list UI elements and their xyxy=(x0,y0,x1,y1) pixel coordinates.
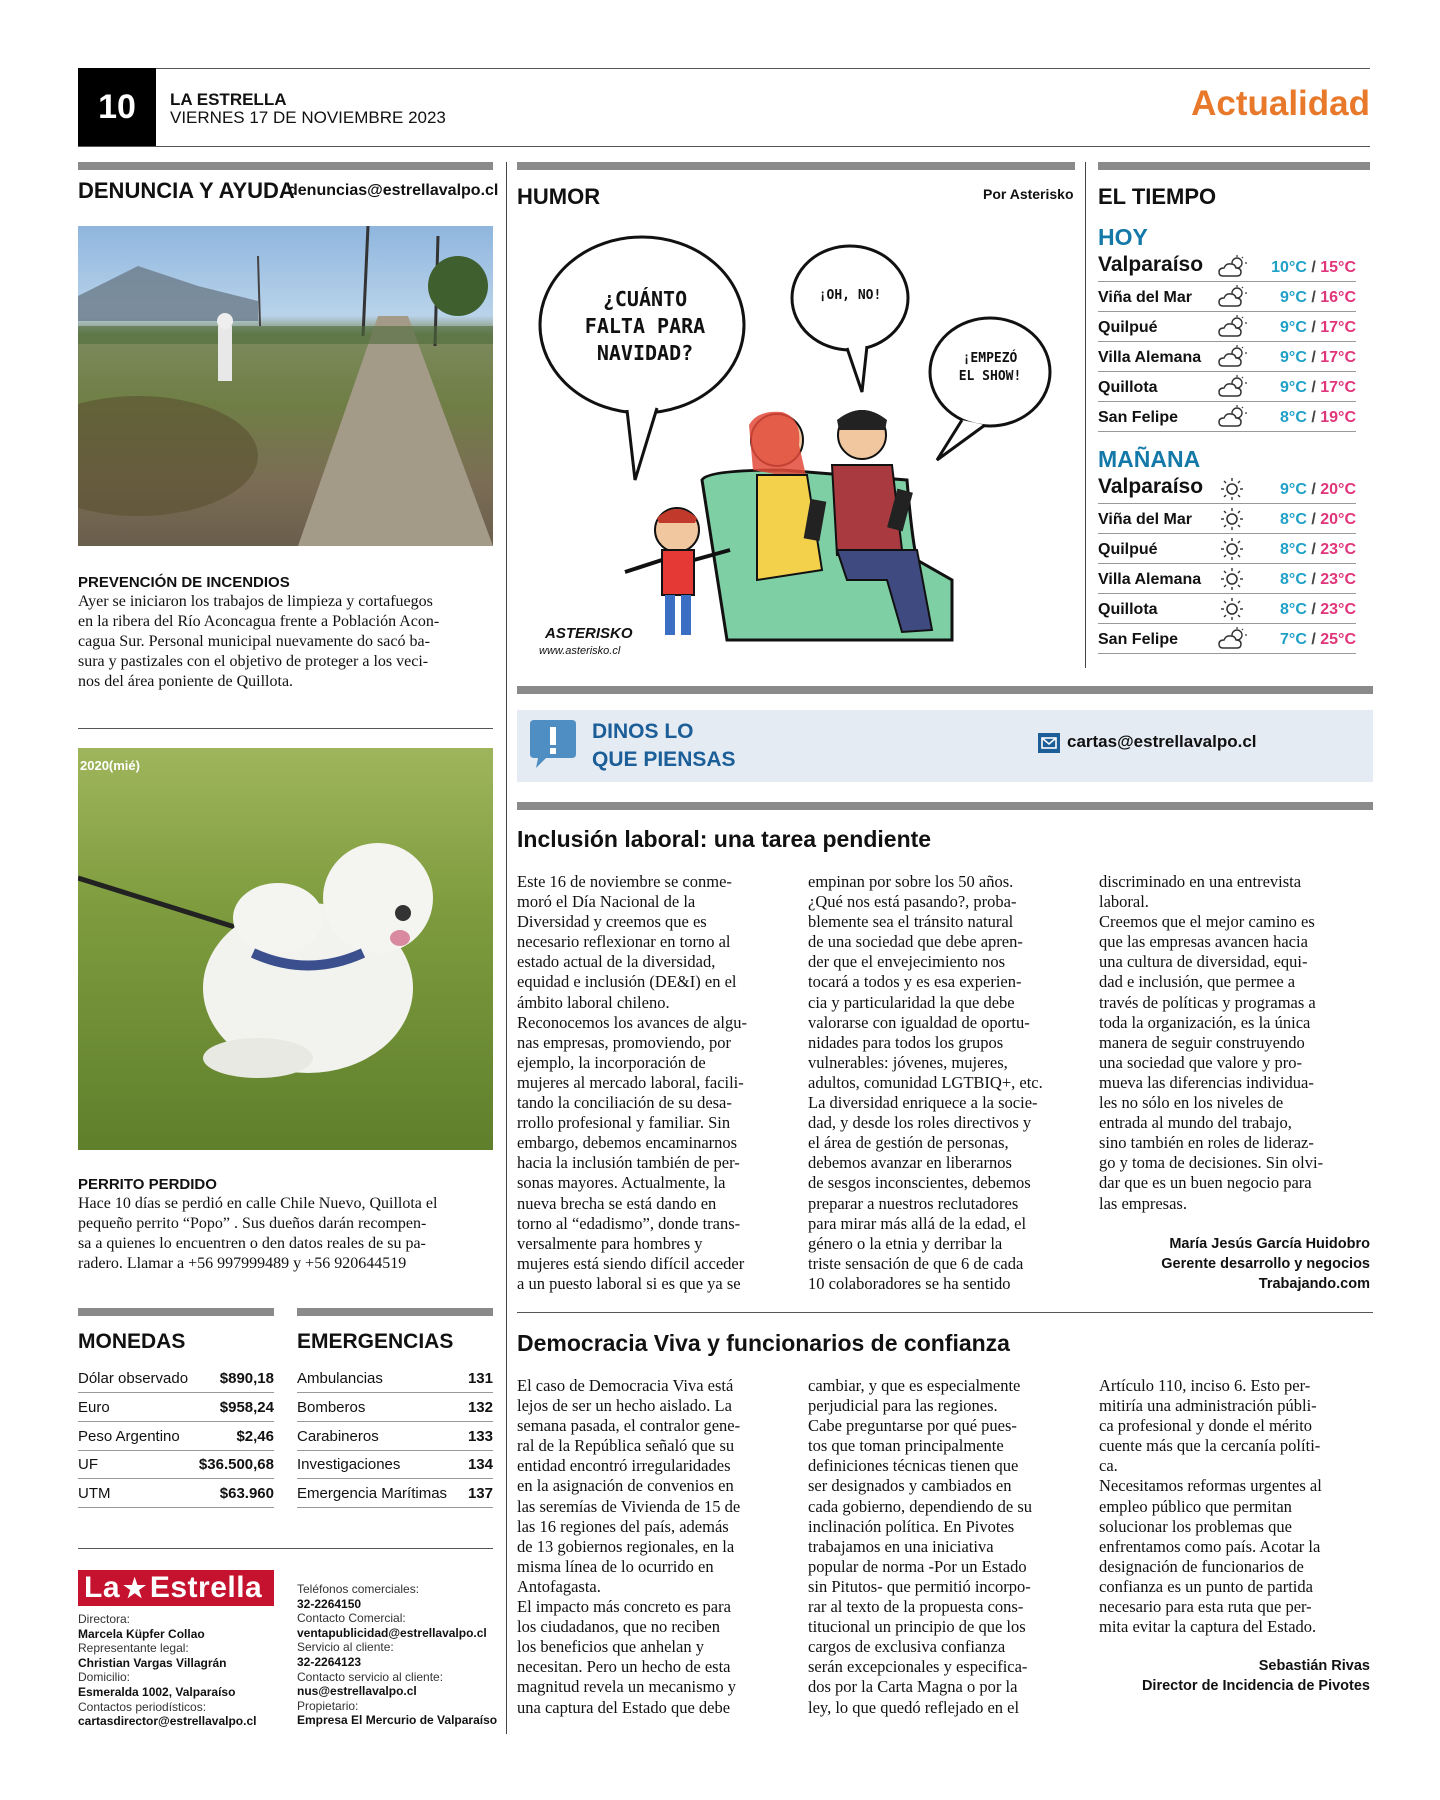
partly-cloudy-icon xyxy=(1218,405,1248,429)
weather-row xyxy=(1098,468,1356,504)
issue-date: VIERNES 17 DE NOVIEMBRE 2023 xyxy=(170,108,446,127)
weather-city: Quilpué xyxy=(1098,319,1158,336)
bubble-text-3: ¡EMPEZÓ EL SHOW! xyxy=(958,351,1022,384)
caption-title-fire: PREVENCIÓN DE INCENDIOS xyxy=(78,574,290,591)
humor-author: Por Asterisko xyxy=(983,186,1074,202)
paper-name: LA ESTRELLA xyxy=(170,90,287,109)
bubble-text-2: ¡OH, NO! xyxy=(818,288,882,303)
section-bar xyxy=(78,162,493,170)
currency-row: Peso Argentino $2,46 xyxy=(78,1422,274,1451)
article-column: Artículo 110, inciso 6. Esto per- mitiría una administración públi- ca profesional y donde el mérito cuente más que la cercanía políti- ca. Necesitamos reformas urgentes al empleo público que permitan solucionar los problemas que enfrentamos como país. Acotar la designación de funcionarios de confianza es un punto de partida necesario para esta ruta que per- mita evitar la captura del Estado. xyxy=(1099,1376,1322,1637)
weather-row xyxy=(1098,564,1356,594)
weather-row xyxy=(1098,594,1356,624)
weather-row xyxy=(1098,624,1356,654)
weather-temp: 8°C / 23°C xyxy=(1280,571,1356,588)
cartoonist-signature: ASTERISKO xyxy=(545,625,633,642)
weather-city: San Felipe xyxy=(1098,631,1179,648)
comic-strip xyxy=(517,220,1075,670)
emergency-row: Bomberos 132 xyxy=(297,1393,493,1422)
partly-cloudy-icon xyxy=(1218,285,1248,309)
emergency-row: Ambulancias 131 xyxy=(297,1364,493,1393)
sun-icon xyxy=(1218,597,1248,621)
letters-email[interactable]: cartas@estrellavalpo.cl xyxy=(1067,732,1257,751)
section-bar xyxy=(517,686,1373,694)
section-bar xyxy=(297,1308,493,1316)
sun-icon xyxy=(1218,477,1248,501)
article-signature: María Jesús García Huidobro Gerente desarrollo y negocios Trabajando.com xyxy=(1161,1236,1370,1292)
weather-temp: 9°C / 17°C xyxy=(1280,319,1356,336)
weather-city: Valparaíso xyxy=(1098,253,1204,276)
header-bottom-rule xyxy=(78,146,1370,147)
footer-left: Directora: Marcela Küpfer Collao Representante legal: Christian Vargas Villagrán Domicilio: Esmeralda 1002, Valparaíso Contactos periodísticos: cartasdirector@estrellavalpo.cl xyxy=(78,1612,257,1729)
weather-city: Villa Alemana xyxy=(1098,571,1202,588)
weather-temp: 9°C / 20°C xyxy=(1280,481,1356,498)
article-column: El caso de Democracia Viva está lejos de ser un hecho aislado. La semana pasada, el contralor gene- ral de la República señaló que su entidad encontró irregularidades en la asignación de convenios en las seremías de Vivienda de 15 de las 16 regiones del país, además de 13 gobiernos regionales, en la misma línea de lo ocurrido en Antofagasta. El impacto más concreto es para los ciudadanos, que no reciben los beneficios que anhelan y necesitan. Pero un hecho de esta magnitud revela un mecanismo y una captura del Estado que debe xyxy=(517,1376,741,1717)
section-name: Actualidad xyxy=(1191,84,1370,123)
sun-icon xyxy=(1218,567,1248,591)
weather-title: EL TIEMPO xyxy=(1098,184,1217,209)
section-bar xyxy=(1098,162,1370,170)
weather-temp: 9°C / 17°C xyxy=(1280,379,1356,396)
weather-city: Villa Alemana xyxy=(1098,349,1202,366)
weather-temp: 10°C / 15°C xyxy=(1271,259,1356,276)
currency-row: Euro $958,24 xyxy=(78,1393,274,1422)
star-icon: ★ xyxy=(123,1572,147,1603)
newspaper-logo: La ★ Estrella xyxy=(78,1570,274,1606)
header-top-rule xyxy=(78,68,1370,69)
weather-temp: 9°C / 17°C xyxy=(1280,349,1356,366)
column-rule xyxy=(1085,162,1086,668)
article-column: Este 16 de noviembre se conme- moró el Día Nacional de la Diversidad y creemos que es necesario reflexionar en torno al estado actual de la diversidad, equidad e inclusión (DE&I) en el ámbito laboral chileno. Reconocemos los avances de algu- nas empresas, promoviendo, por ejemplo, la incorporación de mujeres al mercado laboral, facili- tando la conciliación de su desa- rrollo profesional y familiar. Sin embargo, debemos encaminarnos hacia la inclusión también de per- sonas mayores. Actualmente, la nueva brecha se está dando en torno al “edadismo”, donde trans- versalmente para hombres y mujeres está siendo difícil acceder a un puesto laboral si es que ya se xyxy=(517,872,748,1293)
currency-row: UF $36.500,68 xyxy=(78,1450,274,1479)
weather-row xyxy=(1098,504,1356,534)
monedas-title: MONEDAS xyxy=(78,1330,186,1353)
article-column: discriminado en una entrevista laboral. Creemos que el mejor camino es que las empresas avancen hacia una cultura de diversidad, equi- dad e inclusión, que permee a través de políticas y programas a toda la organización, es la única manera de seguir construyendo una sociedad que valore y pro- mueva las diferencias individua- les no sólo en los niveles de entrada al mundo del trabajo, sino también en roles de lideraz- go y toma de decisiones. Sin olvi- dar que es un buen negocio para las empresas. xyxy=(1099,872,1324,1213)
weather-temp: 7°C / 25°C xyxy=(1280,631,1356,648)
opinion-banner-title: DINOS LO QUE PIENSAS xyxy=(592,720,736,771)
emergency-row: Investigaciones 134 xyxy=(297,1450,493,1479)
photo-scene xyxy=(78,226,493,546)
divider xyxy=(517,1312,1373,1313)
section-bar xyxy=(517,802,1373,810)
column-rule xyxy=(506,162,507,1734)
weather-temp: 8°C / 23°C xyxy=(1280,541,1356,558)
weather-city: Viña del Mar xyxy=(1098,289,1192,306)
lost-dog-photo xyxy=(78,748,493,1150)
weather-city: Quillota xyxy=(1098,601,1158,618)
photo-scene xyxy=(78,748,493,1150)
mail-icon xyxy=(1038,733,1060,753)
weather-row xyxy=(1098,534,1356,564)
divider xyxy=(78,728,493,729)
currency-row: UTM $63.960 xyxy=(78,1479,274,1508)
weather-row xyxy=(1098,312,1356,342)
bubble-text-1: ¿CUÁNTO FALTA PARA NAVIDAD? xyxy=(584,287,706,365)
weather-city: Quilpué xyxy=(1098,541,1158,558)
weather-city: Valparaíso xyxy=(1098,475,1204,498)
footer-right: Teléfonos comerciales: 32-2264150 Contacto Comercial: ventapublicidad@estrellavalpo.cl Servicio al cliente: 32-2264123 Contacto servicio al cliente: nus@estrellavalpo.cl Propietario: Empresa El Mercurio de Valparaíso xyxy=(297,1582,498,1728)
weather-temp: 8°C / 23°C xyxy=(1280,601,1356,618)
cartoonist-website[interactable]: www.asterisko.cl xyxy=(539,645,621,657)
currency-row: Dólar observado $890,18 xyxy=(78,1364,274,1393)
weather-city: Quillota xyxy=(1098,379,1158,396)
weather-today-label: HOY xyxy=(1098,224,1148,250)
weather-city: San Felipe xyxy=(1098,409,1179,426)
caption-text-dog: Hace 10 días se perdió en calle Chile Nuevo, Quillota el pequeño perrito “Popo” . Sus dueños darán recompen- sa a quienes lo encuentren o den datos reales de su pa- radero. Llamar a +56 997999489 y +56 920644519 xyxy=(78,1195,438,1272)
weather-row xyxy=(1098,402,1356,432)
article-column: cambiar, y que es especialmente perjudicial para las regiones. Cabe preguntarse por qué pues- tos que toman principalmente definiciones técnicas tienen que ser designados y cambiados en cada gobierno, dependiendo de su inclinación política. En Pivotes trabajamos en una iniciativa popular de norma -Por un Estado sin Pitutos- que permitió incorpo- rar al texto de la propuesta cons- titucional un principio de que los cargos de exclusiva confianza serán excepcionales y especifica- dos por la Carta Magna o por la ley, lo que quedó reflejado en el xyxy=(808,1376,1033,1717)
denuncia-title: DENUNCIA Y AYUDA xyxy=(78,178,295,203)
sun-icon xyxy=(1218,537,1248,561)
partly-cloudy-icon xyxy=(1218,345,1248,369)
article-title-inclusion: Inclusión laboral: una tarea pendiente xyxy=(517,826,932,852)
fire-prevention-photo xyxy=(78,226,493,546)
weather-temp: 8°C / 19°C xyxy=(1280,409,1356,426)
partly-cloudy-icon xyxy=(1218,255,1248,279)
sun-icon xyxy=(1218,507,1248,531)
photo-timestamp: 2020(mié) xyxy=(80,758,140,773)
weather-row xyxy=(1098,282,1356,312)
partly-cloudy-icon xyxy=(1218,627,1248,651)
article-title-democracia: Democracia Viva y funcionarios de confianza xyxy=(517,1330,1010,1356)
emergencias-title: EMERGENCIAS xyxy=(297,1330,454,1353)
emergency-row: Carabineros 133 xyxy=(297,1422,493,1451)
weather-tomorrow-label: MAÑANA xyxy=(1098,446,1201,472)
weather-row xyxy=(1098,372,1356,402)
page-number: 10 xyxy=(78,68,156,146)
weather-temp: 8°C / 20°C xyxy=(1280,511,1356,528)
section-bar xyxy=(517,162,1075,170)
weather-temp: 9°C / 16°C xyxy=(1280,289,1356,306)
emergency-row: Emergencia Marítimas 137 xyxy=(297,1479,493,1508)
article-signature: Sebastián Rivas Director de Incidencia de Pivotes xyxy=(1141,1658,1370,1694)
caption-title-dog: PERRITO PERDIDO xyxy=(78,1176,217,1193)
section-bar xyxy=(78,1308,274,1316)
weather-row xyxy=(1098,342,1356,372)
exclamation-icon xyxy=(528,718,578,770)
partly-cloudy-icon xyxy=(1218,375,1248,399)
denuncia-email[interactable]: denuncias@estrellavalpo.cl xyxy=(288,182,499,199)
caption-text-fire: Ayer se iniciaron los trabajos de limpieza y cortafuegos en la ribera del Río Aconcagua frente a Población Acon- cagua Sur. Personal municipal nuevamente do sacó ba- sura y pastizales con el objetivo de proteger a los veci- nos del área poniente de Quillota. xyxy=(78,593,440,690)
divider xyxy=(78,1548,493,1549)
weather-row xyxy=(1098,246,1356,282)
weather-city: Viña del Mar xyxy=(1098,511,1192,528)
article-column: empinan por sobre los 50 años. ¿Qué nos está pasando?, proba- blemente sea el tránsito natural de una sociedad que debe apren- der que el envejecimiento nos tocará a todos y es esa experien- cia y particularidad la que debe valorarse con igualdad de oportu- nidades para todos los grupos vulnerables: jóvenes, mujeres, adultos, comunidad LGTBIQ+, etc. La diversidad enriquece a la socie- dad, y desde los roles directivos y el área de gestión de personas, debemos avanzar en liberarnos de sesgos inconscientes, debemos preparar a nuestros reclutadores para mirar más allá de la edad, el género o la etnia y derribar la triste sensación de que 6 de cada 10 colaboradores se ha sentido xyxy=(808,872,1043,1293)
humor-title: HUMOR xyxy=(517,184,601,209)
partly-cloudy-icon xyxy=(1218,315,1248,339)
